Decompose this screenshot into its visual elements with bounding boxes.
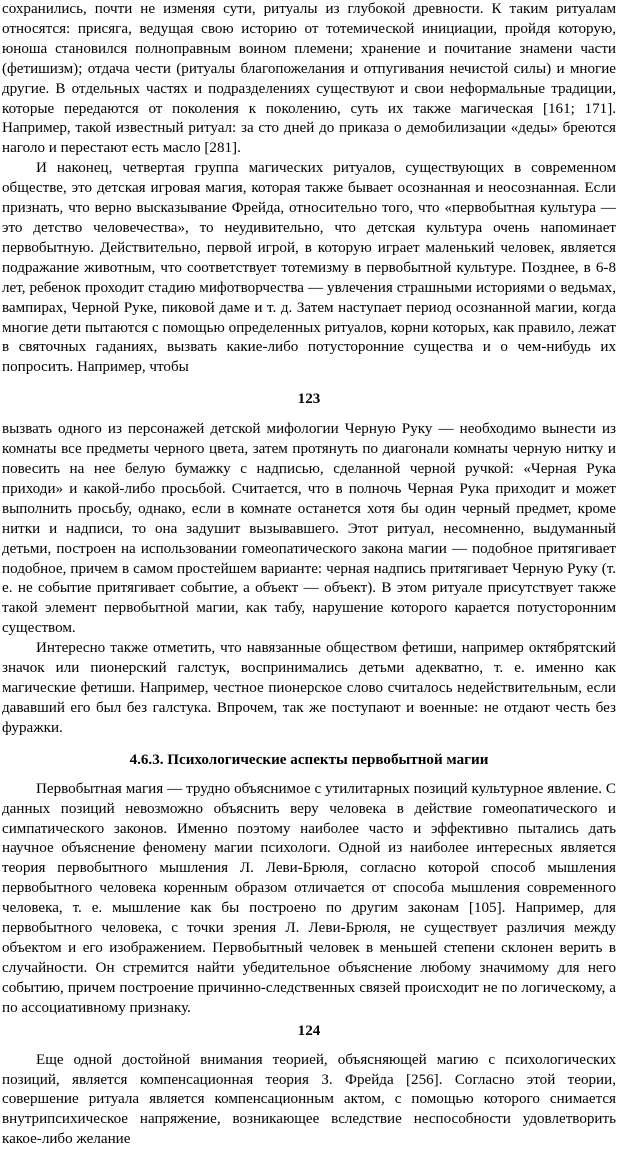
page-number-123: 123 — [297, 391, 321, 408]
paragraph-black-hand-ritual: вызвать одного из персонажей детской мифологии Черную Руку — необходимо вынести из комнаты все предметы черного цвета, затем протянуть по диагонали комнаты черную нитку и повесить на нее белую бумажку с надписью, сделанной черной ручкой: «Черная Рука приходи» и какой-либо просьбой. Считается, что в полночь Черная Рука приходит и может выполнить просьбу, однако, если в комнате останется хотя бы один черный предмет, кроме нитки и надписи, то она задушит вызывавшего. Этот ритуал, несомненно, выдуманный детьми, построен на использовании гомеопатического закона магии — подобное притягивает подобное, причем в самом простейшем варианте: черная надпись притягивает Черную Руку (т. е. не событие притягивает событие, а объект — объект). В этом ритуале присутствует также такой элемент первобытной магии, как табу, нарушение которого карается потусторонним существом. — [2, 421, 616, 637]
page-number-124: 124 — [297, 1022, 321, 1039]
paragraph-military-rituals: сохранились, почти не изменяя сути, ритуалы из глубокой древности. К таким ритуалам относятся: присяга, ведущая свою историю от тотемической инициации, пройдя которую, юноша становился полноправным воином племени; хранение и почитание знамени части (фетишизм); отдача чести (ритуалы благопожелания и отпугивания нечистой силы) и многие другие. В отдельных частях и подразделениях существуют и свои неформальные традиции, которые передаются от поколения к поколению, суть их также магическая [161; 171]. Например, такой известный ритуал: за сто дней до приказа о демобилизации «деды» бреются наголо и перестают есть масло [281]. — [2, 1, 616, 157]
paragraph-freud: Еще одной достойной внимания теорией, объясняющей магию с психологических позиций, является компенсационная теория З. Фрейда [256]. Согласно этой теории, совершение ритуала является компенсационным актом, с помощью которого снимается внутрипсихическое напряжение, возникающее вследствие неспособности удовлетворить какое-либо желание — [2, 1051, 616, 1148]
paragraph-children-magic: И наконец, четвертая группа магических ритуалов, существующих в современном обществе, это детская игровая магия, которая также бывает осознанная и неосознанная. Если признать, что верно высказывание Фрейда, относительно того, что «первобытная культура — это детство человечества», то неудивительно, что детская культура очень напоминает первобытную. Действительно, первой игрой, в которую играет маленький человек, является подражание животным, что соответствует тотемизму в первобытной культуре. Позднее, в 6-8 лет, ребенок проходит стадию мифотворчества — увлечения страшными историями о ведьмах, вампирах, Черной Руке, пиковой даме и т. д. Затем наступает период осознанной магии, когда многие дети пытаются с помощью определенных ритуалов, корни которых, как правило, лежат в святочных гаданиях, вызвать какие-либо потусторонние существа и о чем-нибудь их попросить. Например, чтобы — [2, 160, 616, 376]
paragraph-fetishes: Интересно также отметить, что навязанные обществом фетиши, например октябрятский значок или пионерский галстук, воспринимались детьми адекватно, т. е. именно как магические фетиши. Например, честное пионерское слово считалось недействительным, если дававший его был без галстука. Впрочем, так же поступают и военные: не отдают честь без фуражки. — [2, 640, 616, 736]
paragraph-levy-bruhl: Первобытная магия — трудно объяснимое с утилитарных позиций культурное явление. С данных позиций невозможно объяснить веру человека в действие гомеопатического и симпатического законов. Именно поэтому наиболее часто и эффективно пытались дать научное объяснение феномену магии психологи. Одной из наиболее интересных является теория первобытного мышления Л. Леви-Брюля, согласно которой способ мышления первобытного человека коренным образом отличается от способа мышления современного человека, т. е. мышление как бы построено по другим законам [105]. Например, для первобытного человека, с точки зрения Л. Леви-Брюля, не существует различия между объектом и его изображением. Первобытный человек в меньшей степени склонен верить в случайности. Он стремится найти убедительное объяснение любому значимому для него событию, причем построение причинно-следственных связей происходит не по логическому, а по ассоциативному признаку. — [2, 780, 616, 1016]
section-heading: 4.6.3. Психологические аспекты первобытной магии — [129, 751, 489, 768]
